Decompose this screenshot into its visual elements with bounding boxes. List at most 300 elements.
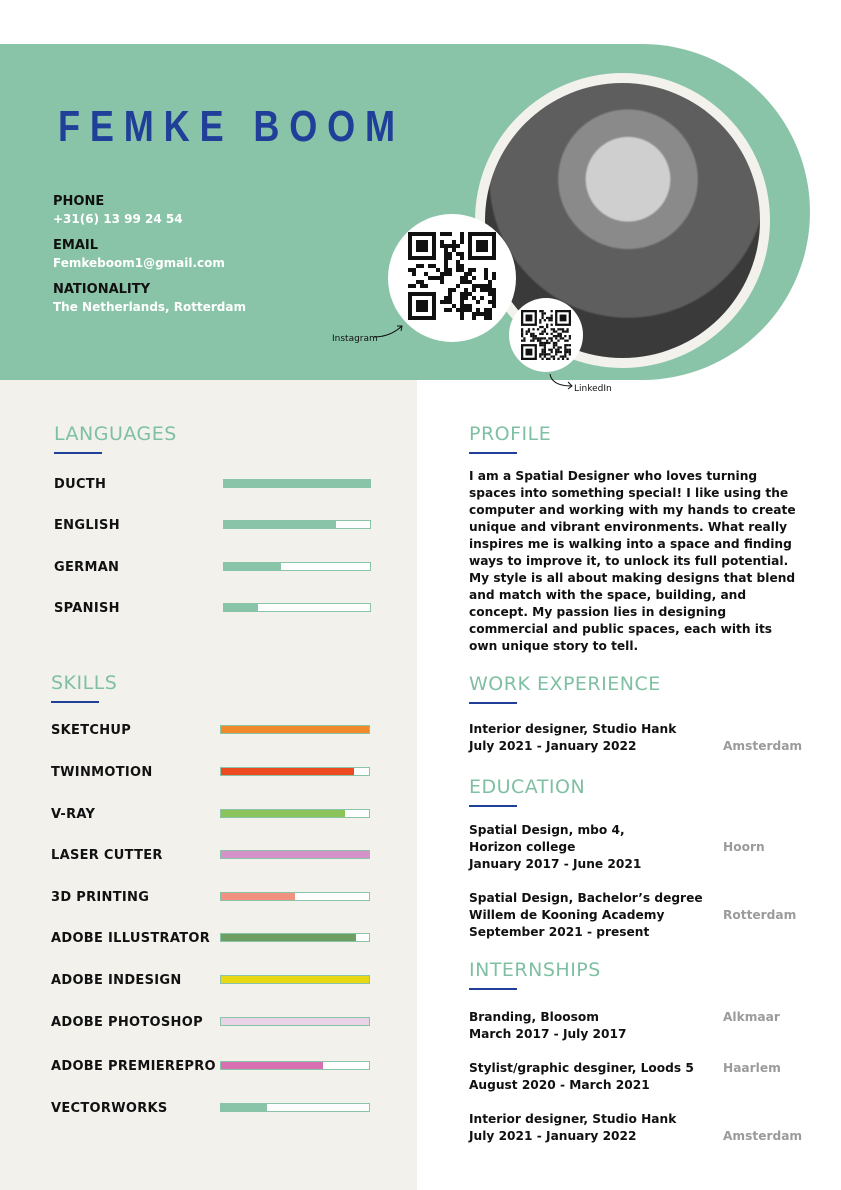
qr-module xyxy=(488,292,492,296)
linkedin-qr-code[interactable] xyxy=(509,298,583,372)
qr-module xyxy=(440,276,444,280)
qr-module xyxy=(472,312,476,316)
qr-module xyxy=(541,342,543,344)
qr-module xyxy=(484,288,488,292)
skill-label: ADOBE INDESIGN xyxy=(51,973,182,988)
internship-entry-place: Alkmaar xyxy=(723,1010,780,1024)
qr-module xyxy=(444,308,448,312)
qr-module xyxy=(537,337,539,339)
qr-module xyxy=(456,244,460,248)
skill-bar-fill xyxy=(221,976,369,983)
qr-module xyxy=(452,248,456,252)
qr-module xyxy=(428,264,432,268)
qr-module xyxy=(541,315,543,317)
qr-module xyxy=(476,308,480,312)
qr-module xyxy=(539,337,541,339)
qr-module xyxy=(488,288,492,292)
section-rule xyxy=(469,702,517,704)
qr-module xyxy=(553,355,555,357)
qr-module xyxy=(464,288,468,292)
qr-module xyxy=(564,346,566,348)
qr-module xyxy=(452,240,456,244)
qr-module xyxy=(546,342,548,344)
qr-module xyxy=(539,326,541,328)
qr-module xyxy=(488,312,492,316)
qr-module xyxy=(444,248,448,252)
qr-module xyxy=(456,308,460,312)
qr-module xyxy=(551,351,553,353)
qr-module xyxy=(566,330,568,332)
qr-module xyxy=(560,346,562,348)
qr-module xyxy=(420,280,424,284)
qr-module xyxy=(564,353,566,355)
qr-finder xyxy=(476,240,488,252)
qr-module xyxy=(468,272,472,276)
qr-module xyxy=(464,272,468,276)
work-entry-place: Amsterdam xyxy=(723,739,803,753)
qr-module xyxy=(460,268,464,272)
qr-module xyxy=(560,355,562,357)
qr-module xyxy=(541,312,543,314)
qr-module xyxy=(539,319,541,321)
qr-module xyxy=(440,232,444,236)
qr-module xyxy=(539,344,541,346)
qr-module xyxy=(544,351,546,353)
qr-module xyxy=(488,316,492,320)
language-bar-fill xyxy=(224,480,370,487)
qr-module xyxy=(412,284,416,288)
skill-bar-fill xyxy=(221,851,369,858)
qr-module xyxy=(521,340,523,342)
qr-module xyxy=(569,344,571,346)
internship-entry-title: Stylist/graphic desginer, Loods 5 August 2020 - March 2021 xyxy=(469,1061,694,1092)
education-entry-place: Rotterdam xyxy=(723,908,797,922)
skill-bar xyxy=(220,975,370,984)
qr-module xyxy=(560,337,562,339)
qr-module xyxy=(416,280,420,284)
qr-module xyxy=(492,276,496,280)
qr-module xyxy=(460,280,464,284)
qr-module xyxy=(444,296,448,300)
qr-module xyxy=(537,328,539,330)
qr-module xyxy=(464,308,468,312)
qr-module xyxy=(551,317,553,319)
qr-module xyxy=(460,316,464,320)
skill-bar-fill xyxy=(221,768,354,775)
section-rule xyxy=(469,452,517,454)
qr-module xyxy=(553,346,555,348)
qr-module xyxy=(460,232,464,236)
qr-module xyxy=(440,300,444,304)
qr-module xyxy=(548,358,550,360)
qr-module xyxy=(532,328,534,330)
language-label: DUCTH xyxy=(54,477,107,492)
section-rule xyxy=(51,701,99,703)
qr-module xyxy=(541,333,543,335)
qr-module xyxy=(492,272,496,276)
qr-module xyxy=(564,335,566,337)
qr-module xyxy=(555,335,557,337)
qr-module xyxy=(551,324,553,326)
qr-module xyxy=(557,351,559,353)
qr-module xyxy=(569,351,571,353)
language-label: ENGLISH xyxy=(54,518,120,533)
qr-module xyxy=(555,351,557,353)
qr-module xyxy=(551,349,553,351)
qr-module xyxy=(464,304,468,308)
qr-module xyxy=(544,312,546,314)
qr-module xyxy=(488,284,492,288)
qr-module xyxy=(564,344,566,346)
qr-module xyxy=(444,268,448,272)
nationality-value: The Netherlands, Rotterdam xyxy=(53,300,246,314)
work-experience-title: WORK EXPERIENCE xyxy=(469,673,661,695)
qr-module xyxy=(555,330,557,332)
qr-module xyxy=(492,288,496,292)
qr-module xyxy=(480,312,484,316)
skill-label: ADOBE ILLUSTRATOR xyxy=(51,931,211,946)
qr-module xyxy=(468,308,472,312)
qr-module xyxy=(541,351,543,353)
qr-module xyxy=(532,333,534,335)
qr-module xyxy=(560,333,562,335)
qr-module xyxy=(564,330,566,332)
qr-module xyxy=(476,284,480,288)
qr-module xyxy=(532,337,534,339)
qr-module xyxy=(448,232,452,236)
skill-label: 3D PRINTING xyxy=(51,890,150,905)
qr-module xyxy=(444,300,448,304)
arrow-icon xyxy=(546,372,576,390)
qr-module xyxy=(537,340,539,342)
qr-module xyxy=(460,252,464,256)
education-title: EDUCATION xyxy=(469,776,586,798)
qr-module xyxy=(557,340,559,342)
qr-module xyxy=(553,344,555,346)
language-bar-fill xyxy=(224,604,258,611)
qr-module xyxy=(484,312,488,316)
qr-module xyxy=(544,349,546,351)
email-label: EMAIL xyxy=(53,238,98,253)
skill-label: TWINMOTION xyxy=(51,765,153,780)
profile-title: PROFILE xyxy=(469,423,552,445)
qr-module xyxy=(553,342,555,344)
qr-finder xyxy=(416,300,428,312)
qr-module xyxy=(560,335,562,337)
qr-module xyxy=(460,304,464,308)
qr-module xyxy=(551,310,553,312)
qr-module xyxy=(562,337,564,339)
qr-module xyxy=(460,240,464,244)
qr-module xyxy=(416,264,420,268)
skill-bar xyxy=(220,1061,370,1070)
qr-module xyxy=(553,328,555,330)
qr-module xyxy=(492,304,496,308)
qr-module xyxy=(548,353,550,355)
qr-code-icon xyxy=(408,232,496,320)
qr-module xyxy=(553,330,555,332)
qr-module xyxy=(564,349,566,351)
qr-module xyxy=(557,333,559,335)
qr-finder xyxy=(560,315,567,322)
qr-module xyxy=(484,284,488,288)
qr-module xyxy=(420,284,424,288)
qr-module xyxy=(464,292,468,296)
qr-module xyxy=(521,328,523,330)
qr-module xyxy=(551,333,553,335)
skill-bar xyxy=(220,1017,370,1026)
skill-label: V-RAY xyxy=(51,807,96,822)
qr-module xyxy=(541,358,543,360)
qr-module xyxy=(484,276,488,280)
qr-module xyxy=(564,340,566,342)
skill-bar-fill xyxy=(221,1062,323,1069)
internship-entry-title: Branding, Bloosom March 2017 - July 2017 xyxy=(469,1010,627,1041)
qr-module xyxy=(408,268,412,272)
qr-module xyxy=(480,296,484,300)
qr-module xyxy=(468,292,472,296)
qr-finder xyxy=(416,240,428,252)
qr-module xyxy=(555,349,557,351)
qr-module xyxy=(562,328,564,330)
qr-module xyxy=(444,256,448,260)
qr-module xyxy=(539,353,541,355)
qr-module xyxy=(448,272,452,276)
qr-module xyxy=(460,296,464,300)
qr-module xyxy=(530,335,532,337)
qr-module xyxy=(555,342,557,344)
qr-module xyxy=(557,328,559,330)
qr-module xyxy=(562,355,564,357)
languages-title: LANGUAGES xyxy=(54,423,177,445)
section-rule xyxy=(469,988,517,990)
qr-module xyxy=(560,328,562,330)
qr-module xyxy=(488,308,492,312)
skill-label: ADOBE PHOTOSHOP xyxy=(51,1015,203,1030)
internship-entry-place: Haarlem xyxy=(723,1061,781,1075)
skill-bar-fill xyxy=(221,1018,369,1025)
qr-module xyxy=(546,353,548,355)
skill-bar xyxy=(220,933,370,942)
qr-module xyxy=(444,244,448,248)
qr-module xyxy=(526,330,528,332)
skill-label: SKETCHUP xyxy=(51,723,132,738)
qr-module xyxy=(444,252,448,256)
qr-module xyxy=(484,268,488,272)
qr-module xyxy=(528,330,530,332)
qr-module xyxy=(544,344,546,346)
qr-module xyxy=(420,264,424,268)
language-bar xyxy=(223,479,371,488)
qr-module xyxy=(548,342,550,344)
language-bar-fill xyxy=(224,521,336,528)
arrow-icon xyxy=(372,322,406,340)
qr-module xyxy=(557,346,559,348)
qr-module xyxy=(456,268,460,272)
skill-label: ADOBE PREMIEREPRO xyxy=(51,1059,216,1074)
qr-module xyxy=(544,355,546,357)
email-value[interactable]: Femkeboom1@gmail.com xyxy=(53,256,225,270)
qr-module xyxy=(480,284,484,288)
language-bar xyxy=(223,603,371,612)
qr-module xyxy=(560,351,562,353)
qr-module xyxy=(440,244,444,248)
qr-module xyxy=(539,310,541,312)
qr-module xyxy=(448,292,452,296)
qr-module xyxy=(546,358,548,360)
qr-module xyxy=(448,288,452,292)
qr-module xyxy=(539,340,541,342)
internships-title: INTERNSHIPS xyxy=(469,959,601,981)
qr-module xyxy=(539,333,541,335)
qr-module xyxy=(492,300,496,304)
skill-bar-fill xyxy=(221,1104,267,1111)
qr-module xyxy=(472,296,476,300)
phone-value[interactable]: +31(6) 13 99 24 54 xyxy=(53,212,183,226)
qr-module xyxy=(528,328,530,330)
qr-module xyxy=(562,358,564,360)
qr-module xyxy=(448,252,452,256)
qr-module xyxy=(521,335,523,337)
qr-module xyxy=(544,346,546,348)
qr-module xyxy=(555,344,557,346)
qr-module xyxy=(452,304,456,308)
qr-module xyxy=(557,358,559,360)
qr-module xyxy=(532,340,534,342)
qr-module xyxy=(432,264,436,268)
qr-module xyxy=(546,333,548,335)
skill-bar xyxy=(220,767,370,776)
qr-module xyxy=(460,308,464,312)
qr-module xyxy=(521,330,523,332)
qr-module xyxy=(566,344,568,346)
qr-module xyxy=(521,333,523,335)
qr-module xyxy=(472,316,476,320)
linkedin-label: LinkedIn xyxy=(574,384,612,394)
qr-module xyxy=(557,335,559,337)
language-bar xyxy=(223,562,371,571)
internship-entry-title: Interior designer, Studio Hank July 2021 - January 2022 xyxy=(469,1112,677,1143)
qr-module xyxy=(539,342,541,344)
qr-module xyxy=(436,268,440,272)
qr-module xyxy=(546,317,548,319)
skill-bar xyxy=(220,892,370,901)
qr-finder xyxy=(526,349,533,356)
qr-module xyxy=(541,330,543,332)
qr-module xyxy=(541,353,543,355)
qr-module xyxy=(551,315,553,317)
skill-label: VECTORWORKS xyxy=(51,1101,168,1116)
qr-module xyxy=(530,340,532,342)
qr-module xyxy=(532,335,534,337)
qr-module xyxy=(460,292,464,296)
qr-module xyxy=(408,284,412,288)
qr-module xyxy=(569,337,571,339)
qr-module xyxy=(535,335,537,337)
qr-module xyxy=(569,353,571,355)
qr-module xyxy=(460,300,464,304)
qr-module xyxy=(456,284,460,288)
qr-module xyxy=(448,244,452,248)
qr-module xyxy=(444,232,448,236)
qr-module xyxy=(472,284,476,288)
qr-module xyxy=(551,355,553,357)
qr-module xyxy=(523,337,525,339)
qr-module xyxy=(566,328,568,330)
qr-module xyxy=(544,337,546,339)
qr-module xyxy=(544,353,546,355)
qr-module xyxy=(448,308,452,312)
qr-module xyxy=(472,268,476,272)
qr-module xyxy=(468,268,472,272)
qr-module xyxy=(472,276,476,280)
qr-module xyxy=(460,312,464,316)
qr-module xyxy=(553,358,555,360)
qr-module xyxy=(569,335,571,337)
qr-module xyxy=(492,292,496,296)
qr-module xyxy=(544,328,546,330)
qr-module xyxy=(448,268,452,272)
qr-module xyxy=(488,280,492,284)
qr-module xyxy=(548,319,550,321)
qr-module xyxy=(541,326,543,328)
qr-module xyxy=(464,296,468,300)
qr-module xyxy=(484,272,488,276)
qr-module xyxy=(555,337,557,339)
qr-module xyxy=(456,260,460,264)
skill-bar-fill xyxy=(221,810,345,817)
qr-module xyxy=(464,280,468,284)
qr-module xyxy=(523,340,525,342)
instagram-label: Instagram xyxy=(332,334,378,344)
qr-module xyxy=(564,355,566,357)
qr-module xyxy=(566,351,568,353)
qr-module xyxy=(548,317,550,319)
qr-module xyxy=(564,351,566,353)
qr-module xyxy=(557,349,559,351)
skill-bar-fill xyxy=(221,726,369,733)
education-entry-title: Spatial Design, Bachelor’s degree Willem de Kooning Academy September 2021 - present xyxy=(469,891,703,939)
qr-module xyxy=(544,330,546,332)
qr-module xyxy=(468,280,472,284)
qr-module xyxy=(460,276,464,280)
qr-module xyxy=(544,342,546,344)
qr-module xyxy=(555,353,557,355)
education-entry-title: Spatial Design, mbo 4, Horizon college January 2017 - June 2021 xyxy=(469,823,642,871)
qr-module xyxy=(460,256,464,260)
qr-module xyxy=(424,272,428,276)
qr-module xyxy=(539,321,541,323)
instagram-qr-code[interactable] xyxy=(388,214,516,342)
qr-module xyxy=(544,319,546,321)
qr-module xyxy=(480,288,484,292)
qr-module xyxy=(432,276,436,280)
qr-module xyxy=(464,276,468,280)
skill-label: LASER CUTTER xyxy=(51,848,163,863)
skill-bar xyxy=(220,725,370,734)
qr-module xyxy=(484,316,488,320)
language-bar-fill xyxy=(224,563,281,570)
skills-title: SKILLS xyxy=(51,672,118,694)
qr-module xyxy=(472,288,476,292)
qr-module xyxy=(456,264,460,268)
qr-module xyxy=(539,355,541,357)
qr-module xyxy=(551,337,553,339)
qr-module xyxy=(541,317,543,319)
qr-module xyxy=(448,300,452,304)
qr-module xyxy=(476,312,480,316)
section-rule xyxy=(469,805,517,807)
